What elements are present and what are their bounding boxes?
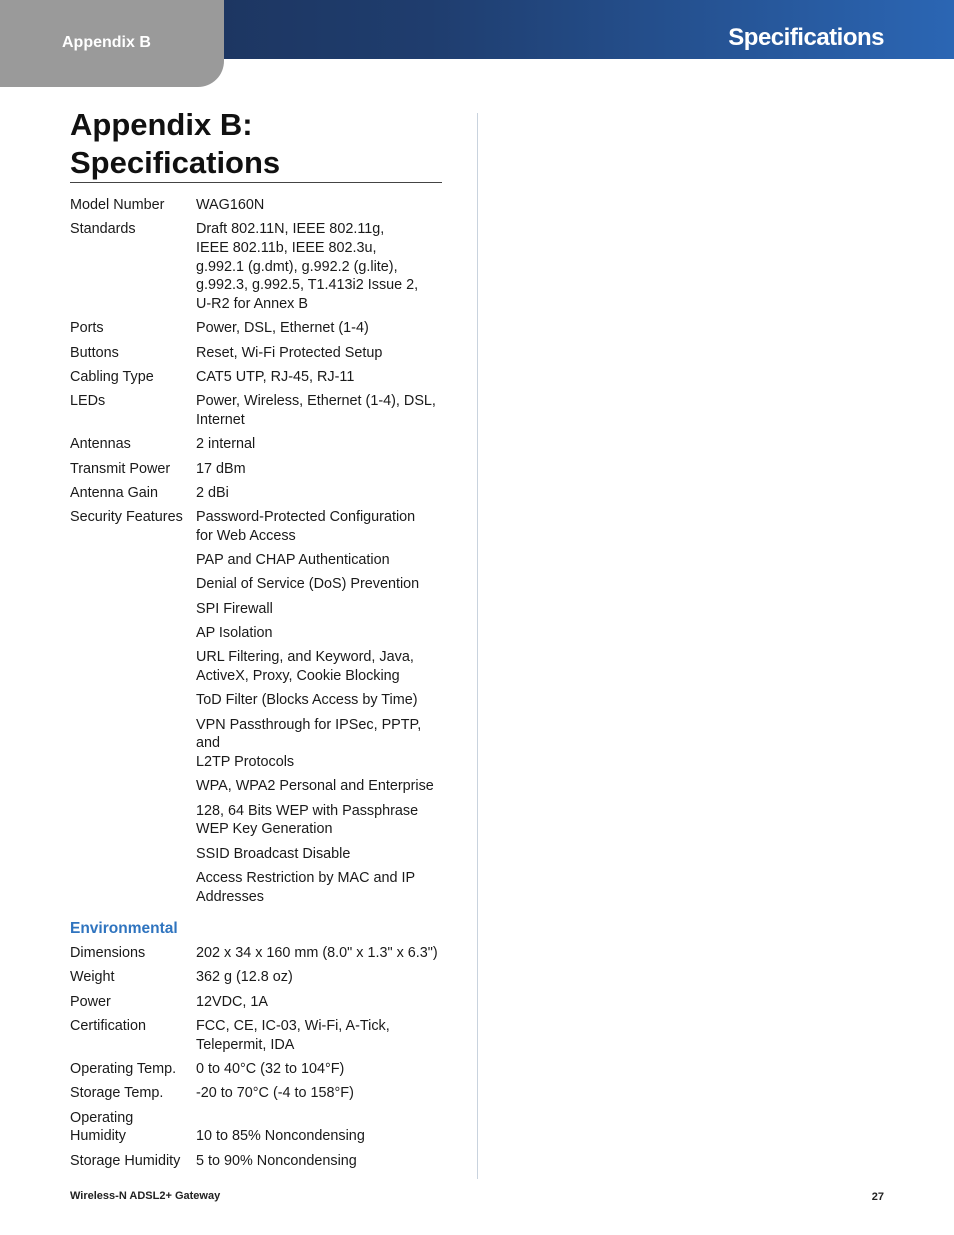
page-title <box>70 106 442 183</box>
environmental-value: 362 g (12.8 oz) <box>196 969 293 986</box>
section-tab <box>0 0 224 87</box>
environmental-value: 0 to 40°C (32 to 104°F) <box>196 1060 345 1077</box>
spec-value: URL Filtering, and Keyword, Java, ActiveX, Proxy, Cookie Blocking <box>196 649 414 685</box>
spec-label <box>70 716 196 772</box>
environmental-value: 5 to 90% Noncondensing <box>196 1152 357 1169</box>
spec-row <box>70 368 442 387</box>
spec-row <box>70 344 442 363</box>
environmental-label: Weight <box>70 969 115 986</box>
spec-label: Ports <box>70 320 104 337</box>
spec-value: SSID Broadcast Disable <box>196 845 351 862</box>
header-section-title: Specifications <box>728 24 884 51</box>
environmental-heading: Environmental <box>70 920 178 938</box>
environmental-row <box>70 1152 442 1171</box>
environmental-row <box>70 993 442 1012</box>
environmental-value: 12VDC, 1A <box>196 993 268 1010</box>
spec-label <box>70 777 196 796</box>
spec-value: VPN Passthrough for IPSec, PPTP, and L2TP Protocols <box>196 716 422 771</box>
spec-row <box>70 551 442 570</box>
spec-row <box>70 220 442 314</box>
spec-table <box>70 196 442 1176</box>
spec-label: Standards <box>70 221 136 238</box>
spec-row <box>70 691 442 710</box>
spec-value: 2 dBi <box>196 484 229 501</box>
spec-row <box>70 624 442 643</box>
spec-label: Buttons <box>70 344 119 361</box>
environmental-row <box>70 1109 442 1146</box>
spec-value: Denial of Service (DoS) Prevention <box>196 576 420 593</box>
spec-value: Password-Protected Configuration for Web Access <box>196 509 416 544</box>
spec-label <box>70 802 196 839</box>
environmental-label: Operating Humidity <box>70 1109 134 1145</box>
environmental-value: -20 to 70°C (-4 to 158°F) <box>196 1085 354 1102</box>
spec-label: Antenna Gain <box>70 484 159 501</box>
spec-row <box>70 392 442 429</box>
spec-row <box>70 648 442 685</box>
spec-value: Reset, Wi-Fi Protected Setup <box>196 344 383 361</box>
environmental-row <box>70 1017 442 1054</box>
spec-row <box>70 575 442 594</box>
footer-page-number: 27 <box>871 1191 884 1203</box>
section-tab-label: Appendix B <box>62 34 151 51</box>
spec-row <box>70 196 442 215</box>
footer-product-name: Wireless-N ADSL2+ Gateway <box>70 1190 221 1202</box>
spec-row <box>70 802 442 839</box>
spec-value: WPA, WPA2 Personal and Enterprise <box>196 778 434 795</box>
spec-row <box>70 460 442 479</box>
spec-label <box>70 624 196 643</box>
spec-label: Antennas <box>70 436 131 453</box>
spec-row <box>70 508 442 545</box>
spec-value: Access Restriction by MAC and IP Addresses <box>196 869 416 905</box>
spec-label <box>70 551 196 570</box>
spec-value: Draft 802.11N, IEEE 802.11g, IEEE 802.11b, IEEE 802.3u, g.992.1 (g.dmt), g.992.2 (g.lite), g.992.3, g.992.5, T1.413i2 Issue 2, U-R2 for Annex B <box>196 221 419 313</box>
spec-value: PAP and CHAP Authentication <box>196 552 390 569</box>
spec-row <box>70 845 442 864</box>
spec-label <box>70 845 196 864</box>
environmental-value: 10 to 85% Noncondensing <box>196 1128 365 1145</box>
spec-row <box>70 716 442 772</box>
spec-value: 17 dBm <box>196 460 246 477</box>
spec-label: Transmit Power <box>70 460 171 477</box>
spec-label <box>70 575 196 594</box>
spec-row <box>70 319 442 338</box>
environmental-label: Operating Temp. <box>70 1060 177 1077</box>
spec-value: 128, 64 Bits WEP with Passphrase WEP Key Generation <box>196 802 419 838</box>
spec-label: Model Number <box>70 197 165 213</box>
spec-label: Cabling Type <box>70 369 154 385</box>
spec-label: LEDs <box>70 393 106 410</box>
environmental-value: FCC, CE, IC-03, Wi-Fi, A-Tick, Telepermit, IDA <box>196 1017 390 1053</box>
spec-label <box>70 691 196 710</box>
spec-value: Power, Wireless, Ethernet (1-4), DSL, Internet <box>196 393 436 428</box>
environmental-row <box>70 968 442 987</box>
environmental-label: Storage Temp. <box>70 1085 164 1102</box>
environmental-label: Storage Humidity <box>70 1152 181 1169</box>
spec-value: CAT5 UTP, RJ-45, RJ-11 <box>196 369 355 385</box>
spec-row <box>70 484 442 503</box>
spec-value: WAG160N <box>196 197 265 213</box>
spec-label <box>70 869 196 906</box>
column-divider <box>477 113 478 1179</box>
spec-value: 2 internal <box>196 436 256 453</box>
page-title-text: Appendix B: Specifications <box>70 107 281 180</box>
spec-label: Security Features <box>70 509 183 526</box>
environmental-label: Power <box>70 993 111 1010</box>
spec-row <box>70 435 442 454</box>
environmental-row <box>70 944 442 963</box>
environmental-value: 202 x 34 x 160 mm (8.0" x 1.3" x 6.3") <box>196 945 438 962</box>
environmental-label: Dimensions <box>70 945 146 962</box>
spec-row <box>70 600 442 619</box>
spec-value: Power, DSL, Ethernet (1-4) <box>196 320 369 337</box>
spec-value: AP Isolation <box>196 625 273 642</box>
spec-label <box>70 600 196 619</box>
spec-value: SPI Firewall <box>196 600 273 617</box>
environmental-row <box>70 1084 442 1103</box>
spec-row <box>70 869 442 906</box>
environmental-label: Certification <box>70 1017 146 1034</box>
spec-label <box>70 648 196 685</box>
spec-value: ToD Filter (Blocks Access by Time) <box>196 692 418 709</box>
environmental-row <box>70 1060 442 1079</box>
spec-row <box>70 777 442 796</box>
